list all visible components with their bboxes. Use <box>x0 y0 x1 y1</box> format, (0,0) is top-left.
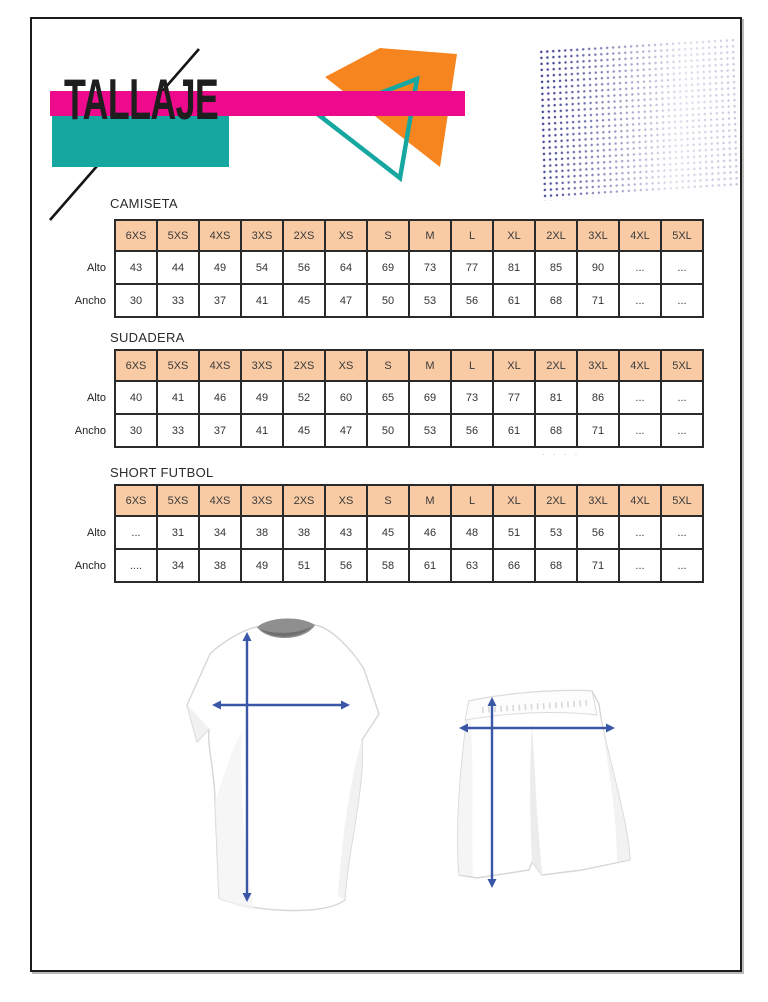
value-cell: ... <box>619 381 661 414</box>
size-header-cell: 5XL <box>661 485 703 516</box>
size-header-cell: 5XS <box>157 220 199 251</box>
size-header-cell: 5XL <box>661 220 703 251</box>
value-cell: 66 <box>493 549 535 582</box>
size-header-cell: 3XS <box>241 350 283 381</box>
size-header-cell: 4XL <box>619 220 661 251</box>
value-cell: 45 <box>283 284 325 317</box>
value-cell: 53 <box>535 516 577 549</box>
value-cell: ... <box>619 414 661 447</box>
size-header-cell: 5XL <box>661 350 703 381</box>
measure-row <box>60 251 703 284</box>
value-cell: 68 <box>535 549 577 582</box>
size-header-cell: 3XL <box>577 485 619 516</box>
size-header-cell: 4XS <box>199 220 241 251</box>
value-cell: 52 <box>283 381 325 414</box>
size-header-cell: XL <box>493 220 535 251</box>
measure-row <box>60 284 703 317</box>
value-cell: 48 <box>451 516 493 549</box>
size-table-camiseta <box>60 219 704 318</box>
size-header-cell: 2XS <box>283 485 325 516</box>
size-header-cell: 5XS <box>157 485 199 516</box>
size-header-cell: 6XS <box>115 220 157 251</box>
size-header-cell: 4XL <box>619 350 661 381</box>
value-cell: 54 <box>241 251 283 284</box>
shorts-illustration <box>447 682 652 894</box>
size-header-cell: S <box>367 485 409 516</box>
value-cell: 64 <box>325 251 367 284</box>
value-cell: 31 <box>157 516 199 549</box>
value-cell: 51 <box>283 549 325 582</box>
size-header-cell: L <box>451 220 493 251</box>
value-cell: ... <box>661 251 703 284</box>
shorts-body <box>458 690 630 878</box>
value-cell: 60 <box>325 381 367 414</box>
tshirt-illustration <box>182 612 382 922</box>
size-header-cell: 6XS <box>115 350 157 381</box>
value-cell: ... <box>619 516 661 549</box>
value-cell: 33 <box>157 414 199 447</box>
value-cell: 34 <box>199 516 241 549</box>
size-header-cell: 3XL <box>577 350 619 381</box>
size-header-cell: 5XS <box>157 350 199 381</box>
value-cell: 81 <box>493 251 535 284</box>
value-cell: ... <box>661 381 703 414</box>
row-label: Ancho <box>74 294 106 307</box>
value-cell: 37 <box>199 414 241 447</box>
value-cell: 56 <box>283 251 325 284</box>
value-cell: 65 <box>367 381 409 414</box>
value-cell: 85 <box>535 251 577 284</box>
size-header-row <box>60 350 703 381</box>
value-cell: 33 <box>157 284 199 317</box>
size-header-cell: 3XS <box>241 220 283 251</box>
value-cell: 37 <box>199 284 241 317</box>
value-cell: 30 <box>115 414 157 447</box>
size-header-cell: XL <box>493 485 535 516</box>
value-cell: 49 <box>241 381 283 414</box>
value-cell: 69 <box>367 251 409 284</box>
table-title-short-futbol: SHORT FUTBOL <box>110 465 214 480</box>
row-label: Alto <box>87 526 106 539</box>
value-cell: 47 <box>325 414 367 447</box>
value-cell: ... <box>619 251 661 284</box>
triangle-decorations <box>312 39 467 204</box>
value-cell: ... <box>661 549 703 582</box>
row-label: Ancho <box>74 559 106 572</box>
value-cell: 44 <box>157 251 199 284</box>
size-header-cell: 4XS <box>199 350 241 381</box>
value-cell: 49 <box>199 251 241 284</box>
value-cell: ... <box>661 516 703 549</box>
value-cell: 68 <box>535 284 577 317</box>
value-cell: 43 <box>115 251 157 284</box>
value-cell: 63 <box>451 549 493 582</box>
value-cell: 53 <box>409 414 451 447</box>
value-cell: 38 <box>199 549 241 582</box>
value-cell: 34 <box>157 549 199 582</box>
size-header-cell: XS <box>325 220 367 251</box>
value-cell: 73 <box>451 381 493 414</box>
value-cell: 56 <box>577 516 619 549</box>
value-cell: 77 <box>493 381 535 414</box>
size-header-cell: L <box>451 485 493 516</box>
row-label: Alto <box>87 391 106 404</box>
measure-row <box>60 516 703 549</box>
size-header-cell: 2XL <box>535 485 577 516</box>
size-header-cell: 6XS <box>115 485 157 516</box>
value-cell: 40 <box>115 381 157 414</box>
value-cell: 51 <box>493 516 535 549</box>
value-cell: 41 <box>157 381 199 414</box>
size-header-cell: M <box>409 220 451 251</box>
value-cell: 56 <box>451 414 493 447</box>
measure-row <box>60 381 703 414</box>
value-cell: 56 <box>451 284 493 317</box>
size-table-sudadera <box>60 349 704 448</box>
size-header-cell: M <box>409 350 451 381</box>
value-cell: 81 <box>535 381 577 414</box>
value-cell: 71 <box>577 414 619 447</box>
row-label: Ancho <box>74 424 106 437</box>
value-cell: 71 <box>577 549 619 582</box>
value-cell: 46 <box>199 381 241 414</box>
value-cell: ... <box>661 284 703 317</box>
size-header-cell: 2XS <box>283 350 325 381</box>
value-cell: 30 <box>115 284 157 317</box>
value-cell: 56 <box>325 549 367 582</box>
value-cell: 69 <box>409 381 451 414</box>
table-title-camiseta: CAMISETA <box>110 196 178 211</box>
value-cell: 38 <box>283 516 325 549</box>
value-cell: ... <box>661 414 703 447</box>
page-title: TALLAJE <box>64 66 219 132</box>
value-cell: 41 <box>241 414 283 447</box>
value-cell: 47 <box>325 284 367 317</box>
size-header-cell: S <box>367 220 409 251</box>
value-cell: .... <box>115 549 157 582</box>
value-cell: 50 <box>367 414 409 447</box>
value-cell: 46 <box>409 516 451 549</box>
value-cell: 45 <box>367 516 409 549</box>
value-cell: 49 <box>241 549 283 582</box>
size-header-cell: 2XL <box>535 220 577 251</box>
size-header-cell: L <box>451 350 493 381</box>
value-cell: ... <box>115 516 157 549</box>
size-header-cell: S <box>367 350 409 381</box>
value-cell: 86 <box>577 381 619 414</box>
corner-cell <box>60 350 115 381</box>
value-cell: 53 <box>409 284 451 317</box>
value-cell: 43 <box>325 516 367 549</box>
row-label: Alto <box>87 261 106 274</box>
value-cell: 50 <box>367 284 409 317</box>
size-table-short-futbol <box>60 484 704 583</box>
value-cell: ... <box>619 549 661 582</box>
value-cell: 61 <box>493 414 535 447</box>
value-cell: 73 <box>409 251 451 284</box>
size-header-cell: 2XL <box>535 350 577 381</box>
size-header-cell: 3XL <box>577 220 619 251</box>
size-header-cell: 4XS <box>199 485 241 516</box>
size-header-cell: M <box>409 485 451 516</box>
value-cell: 77 <box>451 251 493 284</box>
size-header-cell: 2XS <box>283 220 325 251</box>
size-header-row <box>60 485 703 516</box>
halftone-dot-grid-decoration <box>538 37 742 201</box>
corner-cell <box>60 485 115 516</box>
size-header-cell: 3XS <box>241 485 283 516</box>
value-cell: 41 <box>241 284 283 317</box>
value-cell: ... <box>619 284 661 317</box>
value-cell: 71 <box>577 284 619 317</box>
value-cell: 61 <box>493 284 535 317</box>
size-header-cell: XS <box>325 485 367 516</box>
value-cell: 68 <box>535 414 577 447</box>
measure-row <box>60 414 703 447</box>
value-cell: 45 <box>283 414 325 447</box>
size-header-cell: 4XL <box>619 485 661 516</box>
tshirt-body <box>187 625 379 911</box>
value-cell: 38 <box>241 516 283 549</box>
table-title-sudadera: SUDADERA <box>110 330 185 345</box>
page-frame <box>30 17 742 972</box>
measure-row <box>60 549 703 582</box>
value-cell: 90 <box>577 251 619 284</box>
value-cell: 58 <box>367 549 409 582</box>
value-cell: 61 <box>409 549 451 582</box>
size-header-cell: XS <box>325 350 367 381</box>
size-header-cell: XL <box>493 350 535 381</box>
stray-dots-mark: · · · · <box>542 450 581 459</box>
